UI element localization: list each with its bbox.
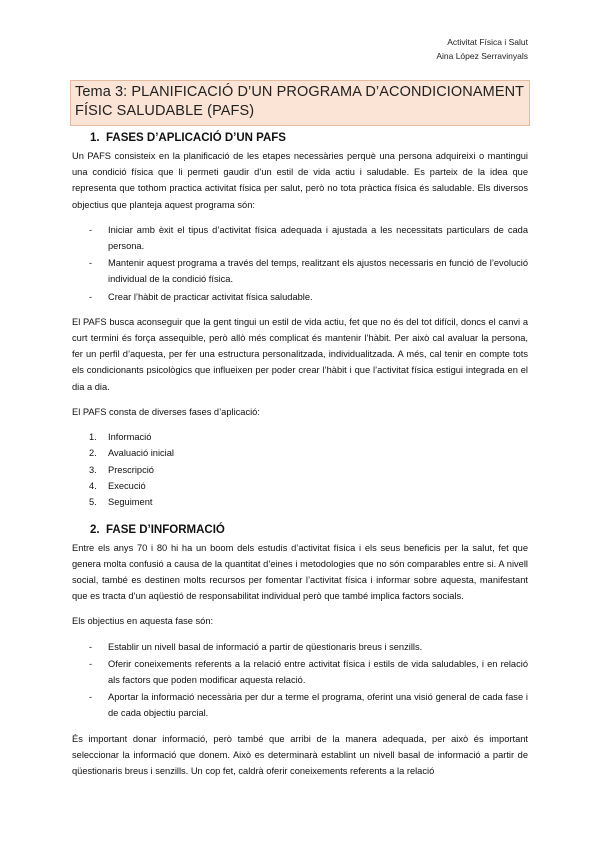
list-item: - Iniciar amb èxit el tipus d’activitat física adequada i ajustada a les necessitats particulars de cada persona. bbox=[89, 224, 528, 252]
document-body bbox=[72, 131, 528, 788]
phases-list bbox=[72, 429, 528, 510]
list-item: - Mantenir aquest programa a través del temps, realitzant els ajustos necessaris en funció de l’evolució individual de la condició física. bbox=[89, 258, 528, 285]
section-1-paragraph-3: El PAFS consta de diverses fases d’aplicació: bbox=[72, 406, 260, 417]
section-2-paragraph-2: Els objectius en aquesta fase són: bbox=[72, 616, 214, 627]
list-item: 3. Prescripció bbox=[89, 464, 154, 475]
list-item: - Crear l’hàbit de practicar activitat física saludable. bbox=[89, 291, 313, 302]
list-item: 2. Avaluació inicial bbox=[89, 448, 174, 459]
list-item: 5. Seguiment bbox=[89, 497, 153, 508]
section-2-objectives bbox=[72, 639, 528, 722]
section-2-paragraph-3: És important donar informació, però també que arribi de la manera adequada, per això és important seleccionar la informació que donem. Això es determinarà establint un nivell basal de informació a partir de qüestionaris breus i senzills. Un cop fet, caldrà oferir coneixements referents a la relació bbox=[72, 733, 528, 776]
list-item: - Oferir coneixements referents a la relació entre activitat física i estils de vida saludables, i en relació als factors que poden modificar aquesta relació. bbox=[89, 658, 528, 685]
section-2-intro: Entre els anys 70 i 80 hi ha un boom dels estudis d’activitat física i els seus beneficis per la salut, fet que genera molta confusió a causa de la quantitat d’eines i metodologies que no són comparables entre si. A nivell social, també es destinen molts recursos per fomentar l’activitat física i informar sobre aquesta, manifestant que es tracta d’un aqüestió de responsabilitat individual però que també implica factors socials. bbox=[72, 542, 528, 602]
section-2-heading: 2. FASE D’INFORMACIÓ bbox=[90, 523, 225, 536]
list-item: 1. Informació bbox=[89, 432, 152, 443]
section-1-paragraph-2: El PAFS busca aconseguir que la gent tingui un estil de vida actiu, fet que no és del tot difícil, doncs el canvi a curt termini és força assequible, però allò més complicat és mantenir l’hàbit. Per això cal avaluar la persona, fer un perfil d’aquesta, per fer una estructura personalitzada, individualitzada. A més, cal tenir en compte tots els condicionants psicològics que influeixen per poder crear l’hàbit i que l’activitat física estigui integrada en el dia a dia. bbox=[72, 316, 528, 392]
list-item: 4. Execució bbox=[89, 480, 146, 491]
list-item: - Aportar la informació necessària per dur a terme el programa, oferint una visió general de cada fase i de cada objectiu parcial. bbox=[89, 692, 528, 719]
header-course: Activitat Física i Salut bbox=[447, 37, 528, 47]
list-item: - Establir un nivell basal de informació a partir de qüestionaris breus i senzills. bbox=[89, 641, 423, 652]
section-1-intro: Un PAFS consisteix en la planificació de les etapes necessàries perquè una persona adquireixi o mantingui una condició física que li permeti gaudir d’un estil de vida actiu i saludable. Es parteix de la idea que representa que tothom practica activitat física per salut, però no tota pràctica física és saludable. Els diversos objectius que planteja aquest programa són: bbox=[72, 151, 528, 210]
header-author: Aina López Serravinyals bbox=[436, 51, 528, 61]
section-1-objectives bbox=[72, 222, 528, 305]
section-1-heading: 1. FASES D’APLICACIÓ D’UN PAFS bbox=[90, 132, 286, 144]
page-header bbox=[436, 35, 528, 63]
document-title: Tema 3: PLANIFICACIÓ D’UN PROGRAMA D’ACONDICIONAMENT FÍSIC SALUDABLE (PAFS) bbox=[70, 80, 530, 126]
